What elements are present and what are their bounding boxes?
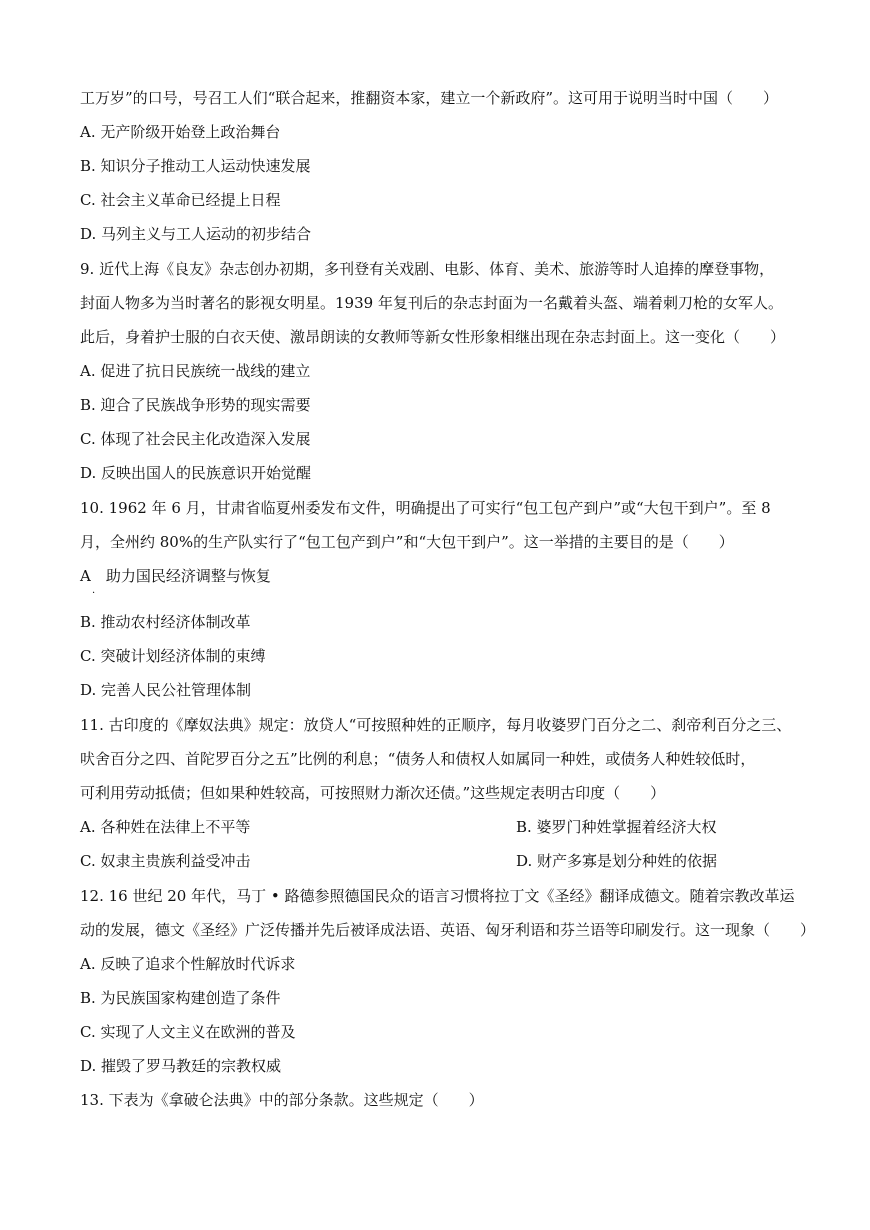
- q8-option-d: D. 马列主义与工人运动的初步结合: [80, 225, 312, 243]
- q12-option-d: D. 摧毁了罗马教廷的宗教权威: [80, 1057, 282, 1075]
- q9-option-a: A. 促进了抗日民族统一战线的建立: [80, 362, 311, 380]
- q12-stem-line-2: 动的发展，德文《圣经》广泛传播并先后被译成法语、英语、匈牙利语和芬兰语等印刷发行。这一现象（ ）: [80, 921, 816, 939]
- q9-stem-line-3: 此后，身着护士服的白衣天使、激昂朗读的女教师等新女性形象相继出现在杂志封面上。这一变化（ ）: [80, 328, 786, 346]
- q8-option-c: C. 社会主义革命已经提上日程: [80, 191, 281, 209]
- q12-option-b: B. 为民族国家构建创造了条件: [80, 989, 281, 1007]
- q8-option-a: A. 无产阶级开始登上政治舞台: [80, 123, 281, 141]
- q11-stem-line-3: 可利用劳动抵债；但如果种姓较高，可按照财力渐次还债。”这些规定表明古印度（ ）: [80, 784, 666, 802]
- q8-stem: 工万岁”的口号，号召工人们“联合起来，推翻资本家，建立一个新政府”。这可用于说明当时中国（ ）: [80, 89, 779, 107]
- q10-stem-line-2: 月，全州约 80%的生产队实行了“包工包产到户”和“大包干到户”。这一举措的主要目的是（ ）: [80, 533, 734, 551]
- q11-stem-line-1: 11. 古印度的《摩奴法典》规定：放贷人“可按照种姓的正顺序，每月收婆罗门百分之二、刹帝利百分之三、: [80, 716, 792, 734]
- q11-stem-line-2: 吠舍百分之四、首陀罗百分之五”比例的利息；“债务人和债权人如属同一种姓，或债务人种姓较低时，: [80, 750, 756, 768]
- q9-stem-line-1: 9. 近代上海《良友》杂志创办初期，多刊登有关戏剧、电影、体育、美术、旅游等时人追捧的摩登事物，: [80, 260, 775, 278]
- q9-option-c: C. 体现了社会民主化改造深入发展: [80, 430, 311, 448]
- q11-option-c: C. 奴隶主贵族利益受冲击: [80, 852, 251, 870]
- q10-option-d: D. 完善人民公社管理体制: [80, 681, 252, 699]
- q12-option-a: A. 反映了追求个性解放时代诉求: [80, 955, 296, 973]
- q11-option-d: D. 财产多寡是划分种姓的依据: [516, 852, 718, 870]
- q11-option-a: A. 各种姓在法律上不平等: [80, 818, 251, 836]
- q12-stem-line-1: 12. 16 世纪 20 年代，马丁 • 路德参照德国民众的语言习惯将拉丁文《圣经》翻译成德文。随着宗教改革运: [80, 887, 795, 905]
- q11-options-row-1: [80, 817, 794, 837]
- q10-option-c: C. 突破计划经济体制的束缚: [80, 647, 266, 665]
- q13-stem: 13. 下表为《拿破仑法典》中的部分条款。这些规定（ ）: [80, 1091, 484, 1109]
- q11-options-row-2: [80, 851, 794, 871]
- q9-option-d: D. 反映出国人的民族意识开始觉醒: [80, 464, 312, 482]
- q10-option-b: B. 推动农村经济体制改革: [80, 613, 251, 631]
- q10-option-a: A 助力国民经济调整与恢复: [80, 567, 271, 585]
- q10-stem-line-1: 10. 1962 年 6 月，甘肃省临夏州委发布文件，明确提出了可实行“包工包产到户”或“大包干到户”。至 8: [80, 499, 771, 517]
- q11-option-b: B. 婆罗门种姓掌握着经济大权: [516, 818, 717, 836]
- stray-dot: ·: [92, 588, 96, 599]
- q8-option-b: B. 知识分子推动工人运动快速发展: [80, 157, 311, 175]
- q12-option-c: C. 实现了人文主义在欧洲的普及: [80, 1023, 296, 1041]
- q9-option-b: B. 迎合了民族战争形势的现实需要: [80, 396, 311, 414]
- q9-stem-line-2: 封面人物多为当时著名的影视女明星。1939 年复刊后的杂志封面为一名戴着头盔、端着刺刀枪的女军人。: [80, 294, 783, 312]
